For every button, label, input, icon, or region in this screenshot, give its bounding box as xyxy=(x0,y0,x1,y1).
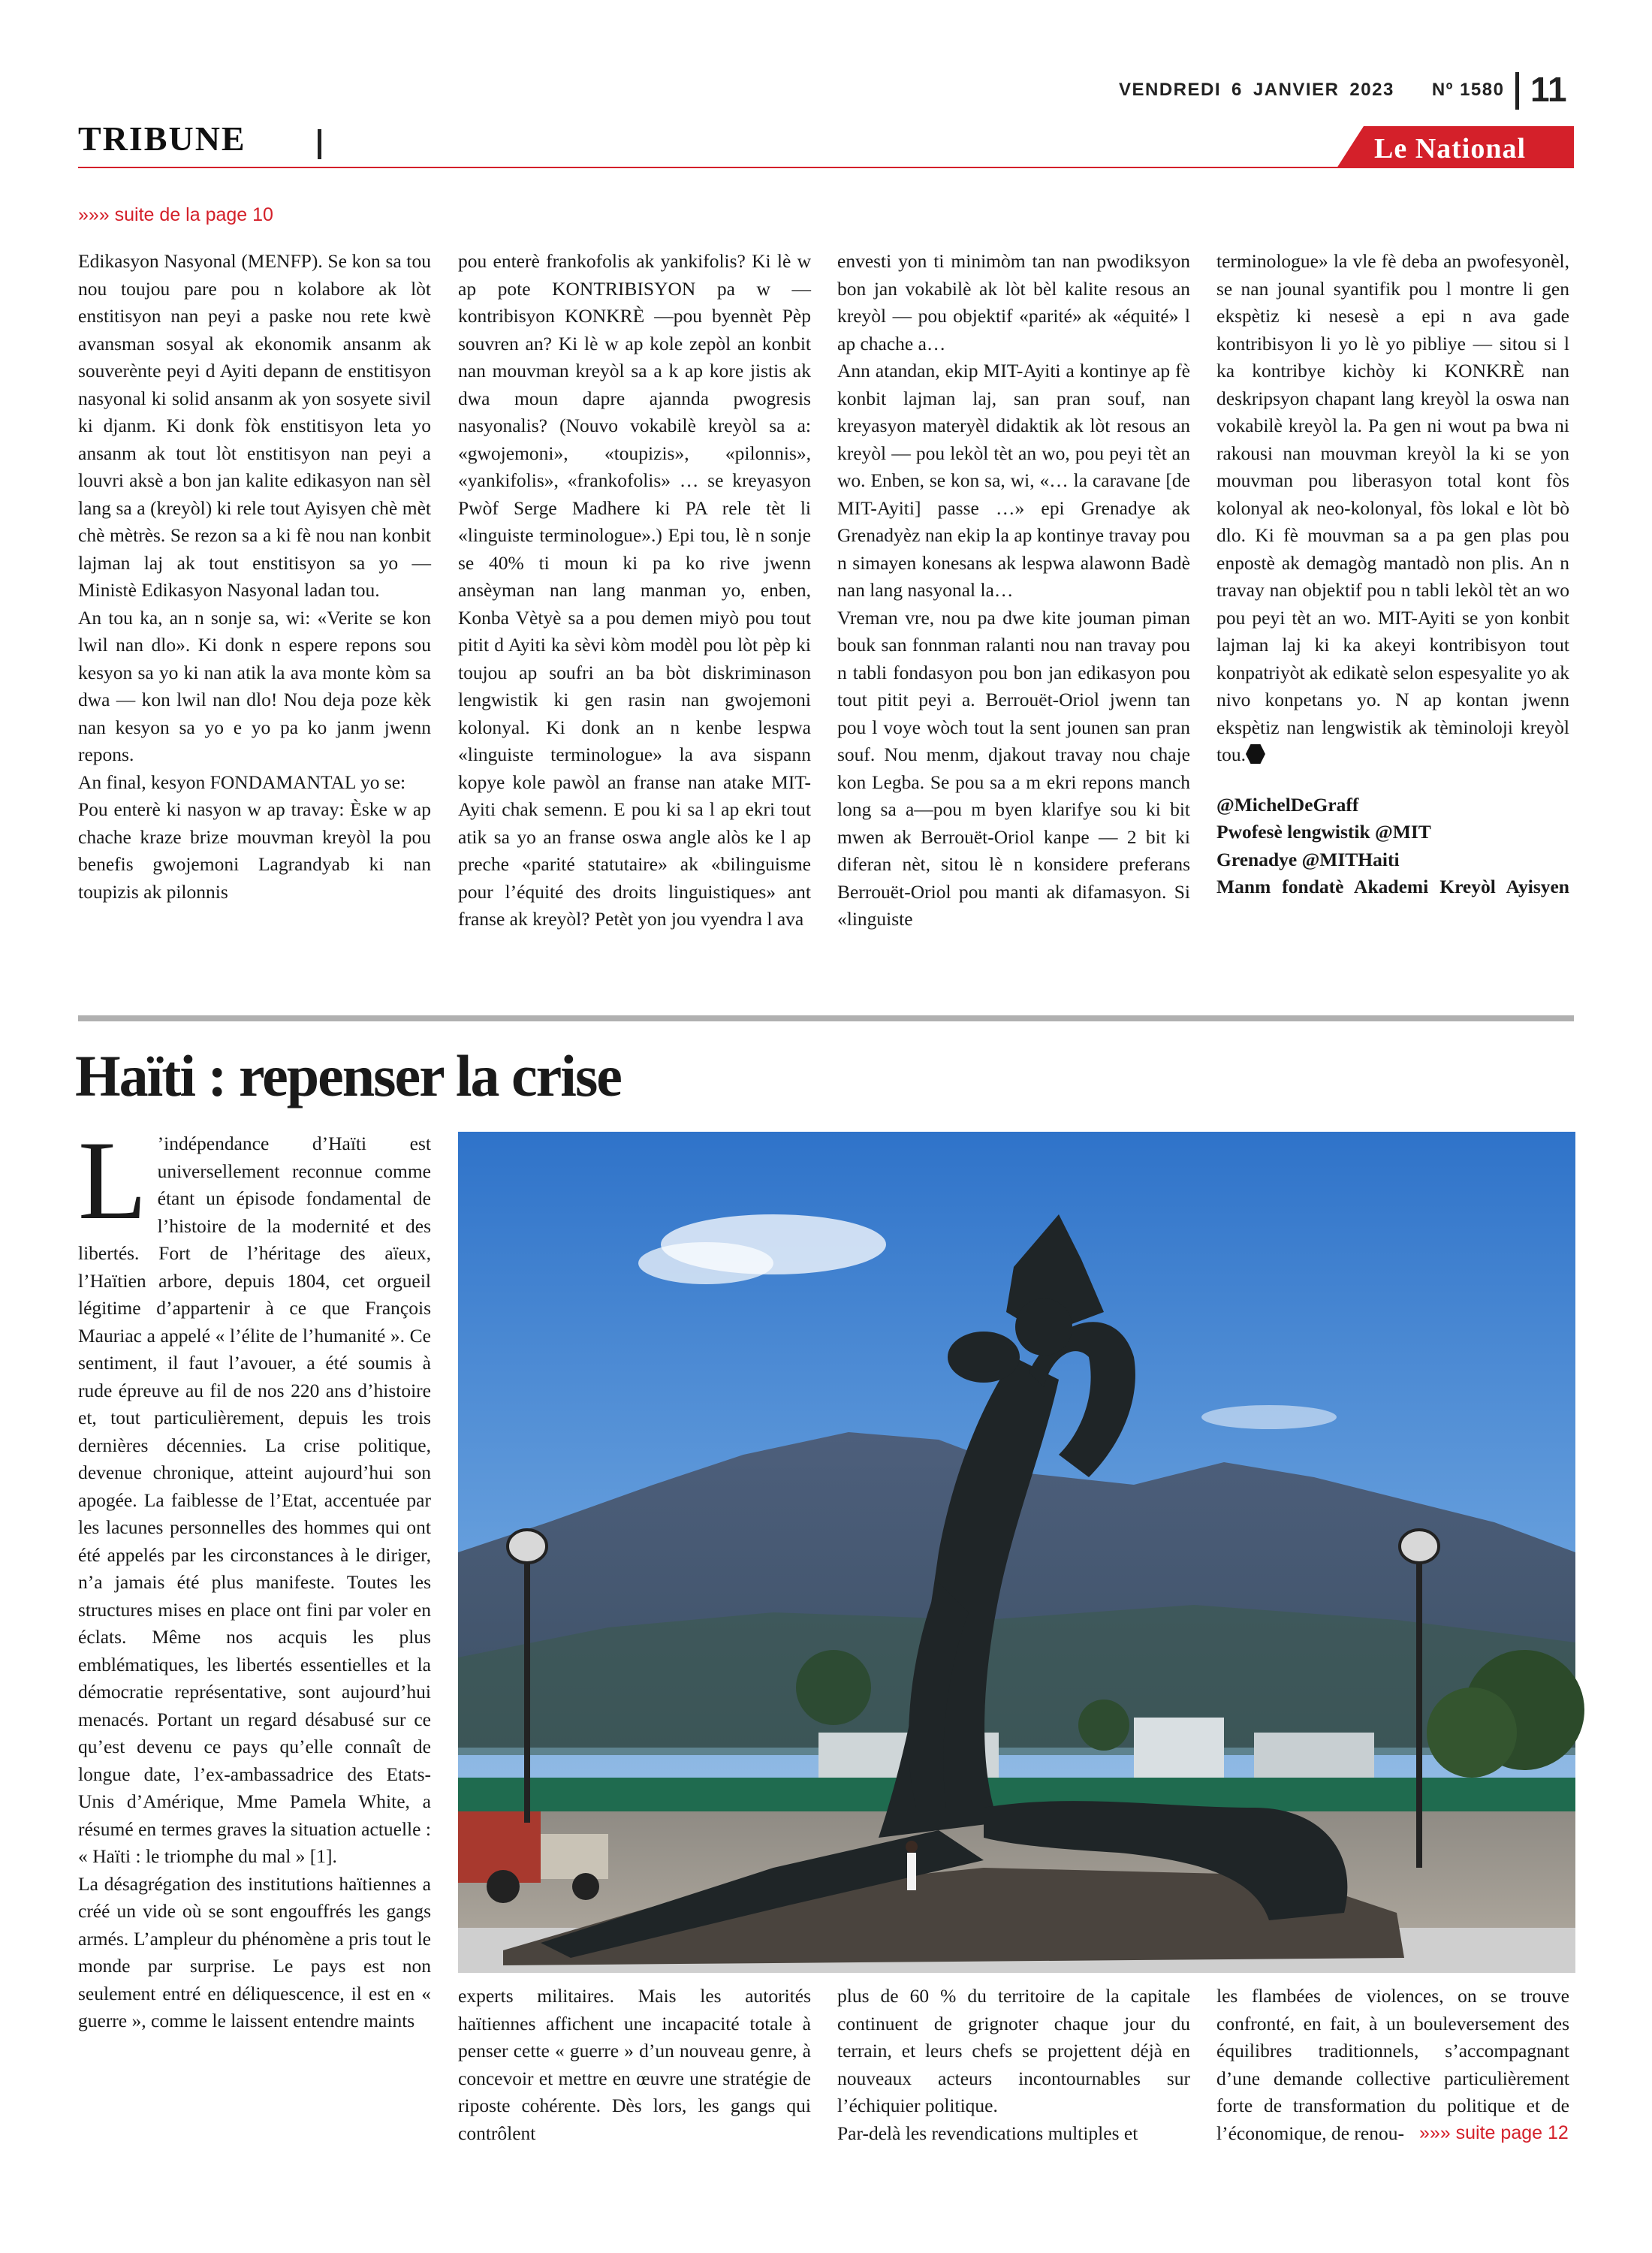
bottom-article-column-1 xyxy=(78,1118,431,2107)
paragraph: terminologue» la vle fè deba an pwofesyonèl, se nan jounal syantifik pou l montre li gen ekspètiz ki nesesè a epi n ava gade kontribisyon li yo lè yo pibliye — sitou si l ka kontribye kichòy ki KONKRÈ nan deskripsyon chapant lang kreyòl la oswa nan vokabilè kreyòl la. Pa gen ni wout pa bwa ni rakousi nan mouvman kreyòl la ki se yon mouvman pou liberasyon total kont fòs kolonyal ak neo-kolonyal, fòs lokal e lòt bò dlo. Ki fè mouvman sa a pa gen plas pou enpostè ak demagòg mantadò non plis. An n travay nan objektif pou n tabli lekòl tèt an wo pou peyi tèt an wo. MIT-Ayiti se yon konbit lajman laj ki ka akeyi kontribisyon tout konpatriyòt ak edikatè selon espesyalite yo ak nivo konpetans yo. N ap kontan jwenn ekspètiz nan lengwistik ak tèminoloji kreyòl tou. xyxy=(1216,250,1569,765)
paragraph: Edikasyon Nasyonal (MENFP). Se kon sa tou nou toujou pare pou n kolabore ak lòt enstitisyon nan peyi a paske nou rete kwè avansman sosyal ak ekonomik ansanm ak souverènte peyi d Ayiti depann de enstitisyon nasyonal ki solid ansanm ak yon sosyete sivil ki djanm. Ki donk fòk enstitisyon leta yo ansanm ak tout lòt enstitisyon nan peyi a louvri aksè a bon jan kalite edikasyon nan sèl lang sa a (kreyòl) ki rele tout Ayisyen chè mèt chè mètrès. Se rezon sa a ki fè nou nan konbit lajman laj ak tout enstitisyon sa yo — Ministè Edikasyon Nasyonal ladan tou. xyxy=(78,250,431,601)
paragraph: envesti yon ti minimòm tan nan pwodiksyon bon jan vokabilè ak lòt bèl kalite resous an kreyòl — pou objektif «parité» ak «équité» l ap chache a… xyxy=(837,250,1190,354)
paragraph: ’indépendance d’Haïti est universellement reconnue comme étant un épisode fondamental de l’histoire de la modernité et des libertés. Fort de l’héritage des aïeux, l’Haïtien arbore, depuis 1804, cet orgueil légitime d’appartenir à ce que François Mauriac a appelé « l’élite de l’humanité ». Ce sentiment, il faut l’avouer, a été soumis à rude épreuve au fil de nos 220 ans d’histoire et, tout particulièrement, depuis les trois dernières décennies. La crise politique, devenue chronique, atteint aujourd’hui son apogée. La faiblesse de l’Etat, accentuée par les lacunes personnelles des hommes qui ont été appelés par les circonstances à le diriger, n’a jamais été plus manifeste. Toutes les structures mises en place ont fini par voler en éclats. Même nos acquis les plus emblématiques, les libertés essentielles et la démocratie représentative, sont aujourd’hui menacés. Portant un regard désabusé sur ce qu’est devenu ce pays qu’elle connaît de longue date, l’ex-ambassadrice des Etats-Unis d’Amérique, Mme Pamela White, a résumé en termes graves la situation actuelle : « Haïti : le triomphe du mal » [1]. xyxy=(78,1133,431,1867)
date-number: 6 xyxy=(1231,80,1243,100)
author-signature xyxy=(1216,792,1569,901)
end-of-article-icon xyxy=(1246,744,1265,764)
section-title: TRIBUNE xyxy=(78,119,246,158)
paragraph: La désagrégation des institutions haïtiennes a créé un vide où se sont engouffrés les gangs armés. L’ampleur du phénomène a pris tout le monde par surprise. Le pays est non seulement entré en déliquescence, il est en « guerre », comme le laissent entendre maints xyxy=(78,1872,431,2031)
top-article-column-2 xyxy=(458,248,811,991)
paragraph: pou enterè frankofolis ak yankifolis? Ki lè w ap pote KONTRIBISYON pa w — kontribisyon KONKRÈ —pou byennèt Pèp souvren an? Ki lè w ap kole zepòl an konbit nan mouvman kreyòl sa a k ap kore jistis ak dwa moun dapre ajannda pwogresis nasyonalis? (Nouvo vokabilè kreyòl sa a: «gwojemoni», «toupizis», «pilonnis», «yankifolis», «frankofolis» … se kreyasyon Pwòf Serge Madhere ki PA rele tèt li «linguiste terminologue».) Epi tou, lè n sonje se 40% ti moun ki pa ko rive jwenn ansèyman nan lang manman yo, enben, Konba Vètyè sa a pou demen miyò pou tout pitit d Ayiti ka sèvi kòm modèl pou lòt pèp ki toujou ap soufri an ba bòt diskriminason lengwistik ki gen rasin nan gwojemoni kolonyal. Ki donk an n kenbe lespwa «linguiste terminologue» la ava sispann kopye kole pawòl an franse nan atake MIT-Ayiti chak semenn. E pou ki sa l ap ekri tout atik sa yo an franse oswa angle alòs ke l ap preche «parité statutaire» ak «bilinguisme pour l’équité des droits linguistiques» ant franse ak kreyòl? Petèt yon jou vyendra l ava xyxy=(458,250,811,930)
paragraph: An tou ka, an n sonje sa, wi: «Verite se kon lwil nan dlo». Ki donk n espere repons sou kesyon sa yo ki nan atik la ava monte kòm sa dwa — kon lwil nan dlo! Nou deja poze kèk nan kesyon sa yo e yo pa ko janm jwenn repons. xyxy=(78,606,431,765)
author-affiliation: Manm fondatè Akademi Kreyòl Ayisyen xyxy=(1216,876,1569,897)
statue-photo xyxy=(458,1132,1575,1973)
top-article-column-4 xyxy=(1216,248,1569,991)
drop-cap: L xyxy=(78,1118,147,1243)
top-article-column-3 xyxy=(837,248,1190,991)
paragraph: experts militaires. Mais les autorités haïtiennes affichent une incapacité totale à penser cette « guerre » d’un nouveau genre, à concevoir et mettre en œuvre une stratégie de riposte cohérente. Dès lors, les gangs qui contrôlent xyxy=(458,1985,811,2144)
continued-from: »»» suite de la page 10 xyxy=(78,204,273,225)
paragraph: Ann atandan, ekip MIT-Ayiti a kontinye ap fè konbit lajman laj, san pran souf, nan kreyasyon materyèl didaktik ak lòt resous an kreyòl — pou lekòl tèt an wo, pou peyi tèt an wo. Enben, se kon sa, wi, «… la caravane [de MIT-Ayiti] passe …» epi Grenadye ak Grenadyèz nan ekip la ap kontinye travay pou n simayen konesans ak lespwa alawonn Badè nan lang nasyonal la… xyxy=(837,360,1190,601)
date-day: VENDREDI xyxy=(1119,80,1222,100)
author-title: Pwofesè lengwistik @MIT xyxy=(1216,821,1431,843)
paragraph: les flambées de violences, on se trouve confronté, en fait, à un bouleversement des équilibres traditionnels, s’accompagnant d’une demande collective particulièrement forte de transformation du politique et de l’économique, de renou- xyxy=(1216,1985,1569,2144)
header-separator xyxy=(1515,72,1519,110)
paragraph: Vreman vre, nou pa dwe kite jouman piman bouk san fonnman ralanti nou nan travay pou n tabli fondasyon pou bon jan edikasyon pou tout pitit peyi a. Berrouët-Oriol jwenn tan pou l voye wòch tout la sent jounen san pran souf. Nou menm, djakout travay nou chaje kon Legba. Se pou sa a m ekri repons manch long sa a—pou m byen klarifye sou ki bit mwen ak Berrouët-Oriol kanpe — 2 bit ki diferan nèt, sitou lè n konsidere preferans Berrouët-Oriol pou manti ak difamasyon. Si «linguiste xyxy=(837,606,1190,930)
issue-number: Nº 1580 xyxy=(1431,80,1505,100)
issue-date xyxy=(1119,80,1504,101)
paragraph: Pou enterè ki nasyon w ap travay: Èske w ap chache kraze brize mouvman kreyòl la pou benefis gwojemoni Lagrandyab ki nan toupizis ak pilonnis xyxy=(78,798,431,903)
author-role: Grenadye @MITHaiti xyxy=(1216,848,1400,870)
continued-on: »»» suite page 12 xyxy=(1419,2122,1569,2143)
article-divider xyxy=(78,1015,1574,1021)
bottom-article-column-2 xyxy=(458,1983,811,2144)
date-month: JANVIER xyxy=(1253,80,1340,100)
brand-logo: Le National xyxy=(1374,133,1527,164)
paragraph: An final, kesyon FONDAMANTAL yo se: xyxy=(78,771,406,793)
top-article-column-1 xyxy=(78,248,431,991)
article-headline: Haïti : repenser la crise xyxy=(75,1043,621,1108)
paragraph: Par-delà les revendications multiples et xyxy=(837,2122,1138,2144)
bottom-article-column-3 xyxy=(837,1983,1190,2144)
date-year: 2023 xyxy=(1349,80,1394,100)
section-bar xyxy=(318,129,321,159)
paragraph: plus de 60 % du territoire de la capitale continuent de grignoter chaque jour du terrain, et leurs chefs se projettent déjà en nouveaux acteurs incontournables sur l’échiquier politique. xyxy=(837,1985,1190,2116)
author-handle: @MichelDeGraff xyxy=(1216,793,1359,816)
page-number: 11 xyxy=(1530,70,1567,109)
